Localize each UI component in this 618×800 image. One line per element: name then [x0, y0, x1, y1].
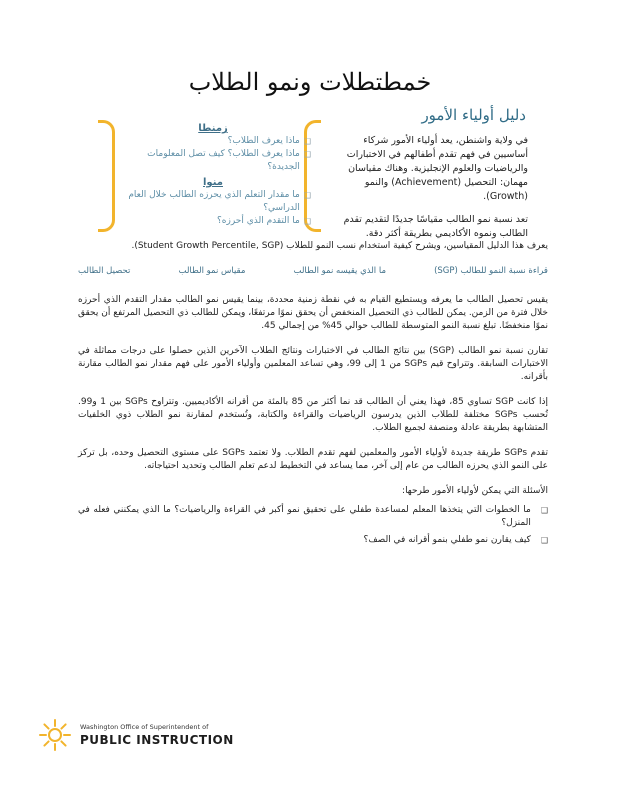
callout-heading-achievement: زمنطا [198, 123, 228, 134]
bullet-icon: ❑ [540, 506, 548, 515]
callout-item-text: ما التقدم الذي أحرزه؟ [216, 216, 300, 226]
body-paragraph: تقارن نسبة نمو الطالب (SGP) بين نتائج الطالب في الاختبارات ونتائج الطلاب الآخرين الذين حصلوا على درجات مماثلة في الاختبارات السابقة. وتتراوح قيم SGPs من 1 إلى 99، وهي تساعد المعلمين وأولياء الأمور على فهم مقدار نمو الطالب مقارنة بأقرانه. [78, 346, 548, 382]
section-link[interactable]: مقياس نمو الطالب [178, 266, 246, 276]
sunburst-logo-icon [38, 718, 72, 752]
section-link[interactable]: قراءة نسبة النمو للطالب (SGP) [434, 266, 548, 276]
bullet-icon: ❑ [303, 150, 311, 159]
callout-item-text: ما مقدار التعلم الذي يحرزه الطالب خلال العام الدراسي؟ [128, 190, 300, 213]
questions-list [78, 504, 548, 547]
main-body [78, 240, 548, 551]
list-item [78, 534, 548, 547]
list-item [78, 504, 548, 530]
intro-paragraph: تعد نسبة نمو الطالب مقياسًا جديدًا لتقديم تقدم الطالب ونموه الأكاديمي بطريقة أكثر دقة. [343, 214, 528, 239]
questions-intro: الأسئلة التي يمكن لأولياء الأمور طرحها: [402, 486, 548, 496]
callout-box [115, 122, 311, 226]
bullet-icon: ❑ [540, 536, 548, 545]
intro-paragraph: في ولاية واشنطن، يعد أولياء الأمور شركاء أساسيين في فهم تقدم أطفالهم في الاختبارات والرياضيات والعلوم الإنجليزية. وهناك مقياسان مهمان: التحصيل (Achievement) والنمو (Growth). [346, 135, 528, 202]
callout-item [115, 215, 311, 228]
intro-heading: دليل أولياء الأمور [421, 106, 526, 124]
section-links [78, 265, 548, 278]
bullet-icon: ❑ [303, 137, 311, 146]
org-name-big: PUBLIC INSTRUCTION [80, 733, 234, 747]
body-paragraph: يقيس تحصيل الطالب ما يعرفه ويستطيع القيام به في نقطة زمنية محددة، بينما يقيس نمو الطالب مقدار التقدم الذي أحرزه خلال فترة من الزمن. يمكن للطالب ذي التحصيل المنخفض أن يحقق نموًا مرتفعًا، ويمكن للطالب ذي التحصيل المرتفع أن يحقق نموًا منخفضًا. تبلغ نسبة النمو المتوسطة للطالب حوالي 45% من إجمالي 45. [78, 295, 548, 331]
callout-item [115, 135, 311, 148]
page-title: خمطتطلات ونمو الطلاب [188, 68, 432, 96]
callout-bracket-right [98, 120, 115, 232]
callout-item [115, 148, 311, 174]
callout-item-text: ماذا يعرف الطلاب؟ كيف تصل المعلومات الجديدة؟ [147, 149, 300, 172]
body-paragraph: إذا كانت SGP تساوي 85، فهذا يعني أن الطالب قد نما أكثر من 85 بالمئة من أقرانه الأكاديميين. وتتراوح SGPs بين 1 و99. تُحسب SGPs مختلفة للطلاب الذين يدرسون الرياضيات والقراءة والكتابة، وتُستخدم لمقارنة نمو الطلاب ذوي الخلفيات المتشابهة بطريقة عادلة ومنصفة لجميع الطلاب. [78, 397, 548, 433]
intro-text [340, 126, 528, 250]
bullet-icon: ❑ [303, 217, 311, 226]
list-item-text: ما الخطوات التي يتخذها المعلم لمساعدة طفلي على تحقيق نمو أكبر في القراءة والرياضيات؟ ما الذي يمكنني فعله في المنزل؟ [78, 505, 531, 528]
section-link[interactable]: تحصيل الطالب [78, 266, 131, 276]
bullet-icon: ❑ [303, 191, 311, 200]
ospi-logo [38, 718, 234, 752]
callout-heading-growth: منوا [203, 177, 223, 188]
org-name-small: Washington Office of Superintendent of [80, 723, 209, 731]
body-paragraph: تقدم SGPs طريقة جديدة لأولياء الأمور والمعلمين لفهم تقدم الطلاب. ولا تعتمد SGPs على مستوى التحصيل وحده، بل تركز على النمو الذي يحرزه الطالب من عام إلى آخر، مما يساعد في التخطيط لدعم تعلم الطالب وتحديد احتياجاته. [78, 448, 548, 471]
callout-item-text: ماذا يعرف الطلاب؟ [227, 136, 300, 146]
section-link[interactable]: ما الذي يقيسه نمو الطالب [293, 266, 386, 276]
body-paragraph: يعرف هذا الدليل المقياسين، ويشرح كيفية استخدام نسب النمو للطلاب (Student Growth Percentile, SGP). [131, 241, 548, 251]
callout-item [115, 189, 311, 215]
logo-text [80, 723, 234, 747]
list-item-text: كيف يقارن نمو طفلي بنمو أقرانه في الصف؟ [363, 535, 531, 545]
